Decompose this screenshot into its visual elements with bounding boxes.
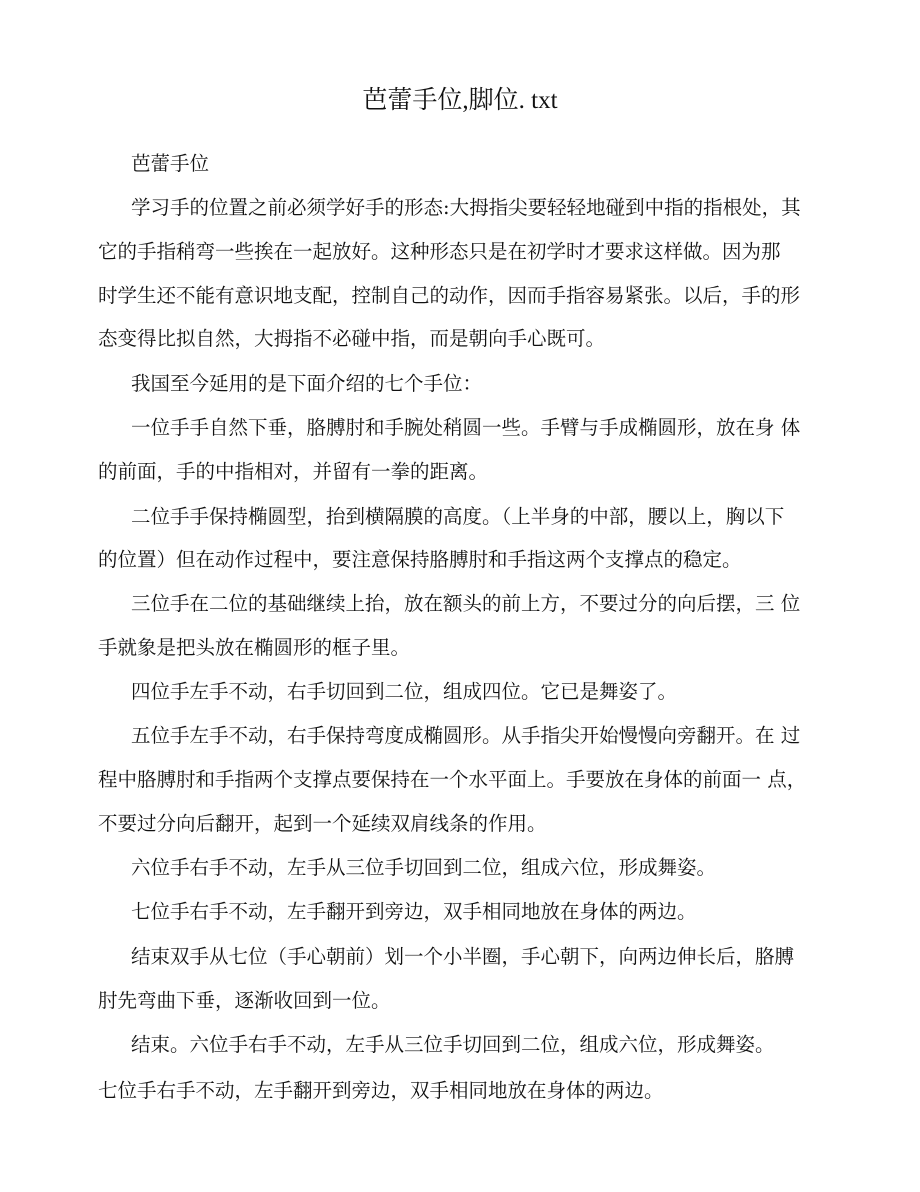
paragraph-line: 态变得比拟自然，大拇指不必碰中指，而是朝向手心既可。 bbox=[98, 327, 606, 350]
paragraph-line: 手就象是把头放在椭圆形的框子里。 bbox=[98, 636, 411, 659]
paragraph-line: 的前面，手的中指相对，并留有一拳的距离。 bbox=[98, 460, 489, 483]
paragraph-line: 二位手手保持椭圆型，抬到横隔膜的高度。（上半身的中部，腰以上，胸以下 bbox=[131, 505, 785, 528]
paragraph-line: 的位置）但在动作过程中，要注意保持胳膊肘和手指这两个支撑点的稳定。 bbox=[98, 548, 742, 571]
paragraph-line: 我国至今延用的是下面介绍的七个手位： bbox=[131, 372, 483, 395]
paragraph-line: 一位手手自然下垂，胳膊肘和手腕处稍圆一些。手臂与手成椭圆形，放在身 体 bbox=[131, 416, 801, 439]
paragraph-line: 五位手左手不动，右手保持弯度成椭圆形。从手指尖开始慢慢向旁翻开。在 过 bbox=[131, 724, 801, 747]
paragraph-line: 它的手指稍弯一些挨在一起放好。这种形态只是在初学时才要求这样做。因为那 bbox=[98, 240, 781, 263]
document-title: 芭蕾手位,脚位. txt bbox=[362, 87, 558, 114]
paragraph-line: 三位手在二位的基础继续上抬，放在额头的前上方，不要过分的向后摆，三 位 bbox=[131, 592, 801, 615]
paragraph-line: 肘先弯曲下垂，逐渐收回到一位。 bbox=[98, 989, 391, 1012]
paragraph-line: 不要过分向后翻开，起到一个延续双肩线条的作用。 bbox=[98, 812, 547, 835]
paragraph-line: 时学生还不能有意识地支配，控制自己的动作，因而手指容易紧张。以后，手的形 bbox=[98, 284, 801, 307]
paragraph-line: 七位手右手不动，左手翻开到旁边，双手相同地放在身体的两边。 bbox=[131, 900, 697, 923]
paragraph-line: 学习手的位置之前必须学好手的形态:大拇指尖要轻轻地碰到中指的指根处，其 bbox=[131, 196, 801, 219]
paragraph-line: 结束双手从七位（手心朝前）划一个小半圈，手心朝下，向两边伸长后，胳膊 bbox=[131, 945, 795, 968]
paragraph-line: 四位手左手不动，右手切回到二位，组成四位。它已是舞姿了。 bbox=[131, 680, 678, 703]
paragraph-line: 六位手右手不动，左手从三位手切回到二位，组成六位，形成舞姿。 bbox=[131, 856, 717, 879]
section-heading: 芭蕾手位 bbox=[131, 152, 210, 175]
paragraph-line: 结束。六位手右手不动，左手从三位手切回到二位，组成六位，形成舞姿。 bbox=[131, 1033, 775, 1056]
paragraph-line: 程中胳膊肘和手指两个支撑点要保持在一个水平面上。手要放在身体的前面一 点， bbox=[98, 768, 807, 791]
paragraph-line: 七位手右手不动，左手翻开到旁边，双手相同地放在身体的两边。 bbox=[98, 1079, 664, 1102]
